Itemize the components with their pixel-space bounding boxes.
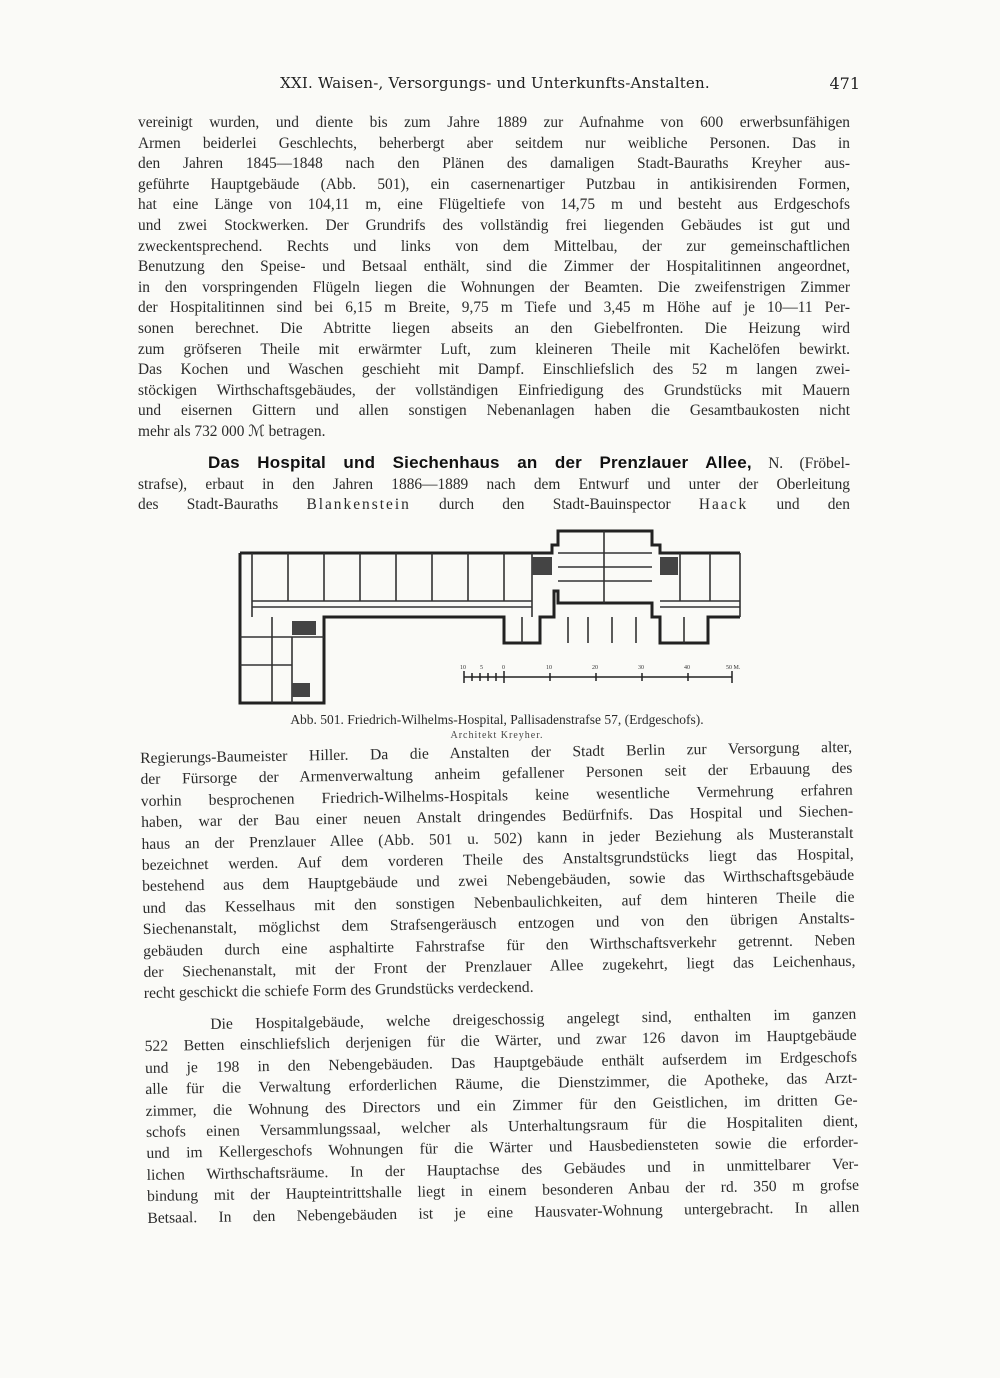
text-line: stöckigen Wirthschaftsgebäudes, der vollständigen Einfriedigung des Grundstücks mit Mauern: [138, 381, 850, 399]
scale-label: 20: [592, 665, 598, 671]
text-fragment: durch den Stadt-Bauinspector: [439, 496, 671, 514]
lower-text-area: [140, 737, 868, 1248]
plan-outer-wall: [240, 531, 740, 553]
text-line: der Hospitalitinnen sind bei 6,15 m Breite, 9,75 m Tiefe und 3,45 m Höhe auf je 10—11 Per-: [138, 299, 850, 317]
text-line: zum gröfseren Theile mit erwärmter Luft, zum kleineren Theile mit Kachelöfen bewirkt.: [138, 340, 850, 358]
page-number: 471: [829, 74, 860, 93]
text-line: Siechenanstalt, möglichst dem Strafsengeräusch entzogen und von den übrigen Anstalts-: [142, 910, 855, 939]
scale-label: 10: [460, 665, 466, 671]
text-line: den Jahren 1845—1848 nach den Plänen des damaligen Stadt-Bauraths Kreyher aus-: [138, 155, 850, 173]
text-line: sonen berechnet. Die Abtritte liegen abseits an den Giebelfronten. Die Heizung wird: [138, 319, 850, 337]
text-line: und eisernen Gittern und allen sonstigen Nebenanlagen haben die Gesamtbaukosten nicht: [138, 402, 850, 420]
section-heading: Das Hospital und Siechenhaus an der Prenzlauer Allee,: [208, 453, 752, 472]
text-fragment: Die Hospitalgebäude, welche dreigeschossig angelegt sind, enthalten im ganzen: [210, 1005, 857, 1033]
figure-architect: Architekt Kreyher.: [450, 730, 544, 741]
text-line: 522 Betten einschliefslich derjenigen für die Wärter, und zwar 126 davon im Hauptgebäude: [144, 1027, 857, 1056]
text-line: lichen Wirthschaftsräume. In der Hauptachse des Gebäudes und in unmittelbarer Ver-: [146, 1155, 859, 1184]
text-line: bindung mit der Haupteintrittshalle liegt in einem besonderen Anbau der rd. 350 m grofse: [146, 1176, 860, 1206]
chapter-title: XXI. Waisen-, Versorgungs- und Unterkunfts-Anstalten.: [280, 74, 710, 92]
scale-label: 30: [638, 665, 644, 671]
text-line: zimmer, die Wohnung des Directors und ein Zimmer für den Geistlichen, im dritten Ge-: [145, 1091, 858, 1120]
text-line: der Fürsorge der Armenverwaltung anheim gefallener Personen seit der Erbauung des: [140, 760, 853, 789]
text-line: vereinigt wurden, und diente bis zum Jahre 1889 zur Aufnahme von 600 erwerbsunfähigen: [138, 114, 850, 131]
text-line: zweckentsprechend. Rechts und links von dem Mittelbau, der zur gemeinschaftlichen: [138, 237, 850, 255]
name-haack: Haack: [698, 496, 749, 514]
scale-label: 5: [480, 665, 483, 671]
text-line: haben, war der Bau einer neuen Anstalt dringendes Bedürfnifs. Das Hospital und Siechen-: [141, 803, 854, 832]
text-line: [138, 495, 850, 516]
text-line: Das Kochen und Waschen geschieht mit Dampf. Einschliefslich des 52 m langen zwei-: [138, 361, 850, 379]
text-line: geführte Hauptgebäude (Abb. 501), ein casernenartiger Putzbau in antikisirenden Formen,: [138, 175, 850, 193]
paragraph-kreyher-hospital: [138, 113, 850, 443]
scale-label: 0: [502, 665, 505, 671]
text-line: alle für die Verwaltung erforderlichen Räume, die Dienstzimmer, die Apotheke, das Arzt-: [145, 1069, 858, 1099]
text-fragment: und den: [776, 496, 850, 514]
text-line: Regierungs-Baumeister Hiller. Da die Anstalten der Stadt Berlin zur Versorgung alter,: [140, 738, 853, 767]
text-line: in den vorspringenden Flügeln liegen die Wohnungen der Beamten. Die zweifenstrigen Zimmer: [138, 278, 850, 296]
heading-tail: N. (Fröbel-: [768, 455, 850, 472]
text-line: gebäuden durch eine asphaltirte Fahrstrafse für den Wirthschaftsverkehr getrennt. Neben: [143, 931, 856, 960]
plan-stair: [660, 557, 678, 575]
text-line: und je 198 in den Nebengebäuden. Das Hauptgebäude enthält aufserdem im Erdgeschofs: [144, 1048, 858, 1077]
scale-label: 10: [546, 665, 552, 671]
running-header: [130, 74, 860, 98]
text-line: und zwei Stockwerken. Der Grundrifs des vollständig frei liegenden Gebäudes ist gut und: [138, 216, 850, 234]
text-line: Betsaal. In den Nebengebäuden ist je eine Hausvater-Wohnung untergebracht. In allen: [147, 1198, 860, 1227]
paragraph-hospital-siechenhaus: [140, 737, 859, 1229]
text-line: Benutzung den Speise- und Betsaal enthält, sind die Zimmer der Hospitalitinnen angeordnet,: [138, 258, 850, 276]
plan-stair: [292, 683, 310, 697]
text-fragment: des Stadt-Bauraths: [138, 496, 279, 514]
text-line: strafse), erbaut in den Jahren 1886—1889 nach dem Entwurf und unter der Oberleitung: [138, 475, 850, 493]
text-line: und im Kellergeschofs Wohnungen für die Wärter und Hausbediensteten sowie die erforder-: [146, 1134, 859, 1163]
text-line: schofs einen Versammlungssaal, welcher als Unterhaltungsraum für die Hospitaliten dient,: [145, 1112, 859, 1141]
text-line: und das Kesselhaus mit den sonstigen Nebenbaulichkeiten, auf dem hinteren Theile die: [142, 888, 855, 917]
plan-stair: [292, 621, 316, 635]
scale-label: 50 M.: [726, 665, 741, 671]
text-line: hat eine Länge von 104,11 m, eine Flügeltiefe von 14,75 m und besteht aus Erdgeschofs: [138, 196, 850, 214]
text-line: recht geschickt die schiefe Form des Grundstücks verdeckend.: [143, 979, 534, 1003]
text-line: Armen beiderlei Geschlechts, beherbergt aber seitdem nur weibliche Personen. Das in: [138, 134, 850, 152]
text-line: haus an der Prenzlauer Allee (Abb. 501 u. 502) kann in jeder Beziehung als Musteranstalt: [141, 824, 854, 853]
figure-caption: Abb. 501. Friedrich-Wilhelms-Hospital, Pallisadenstrafse 57, (Erdgeschofs).: [290, 712, 704, 727]
text-line: mehr als 732 000 ℳ betragen.: [138, 422, 326, 440]
text-line: bezeichnet werden. Auf dem vorderen Theile des Anstaltsgrundstücks liegt das Hospital,: [141, 845, 854, 875]
section-prenzlauer-allee: [138, 453, 850, 516]
plan-stair: [532, 557, 552, 575]
section-heading-line: [138, 453, 850, 475]
scale-label: 40: [684, 665, 690, 671]
text-line: vorhin besprochenen Friedrich-Wilhelms-Hospitals keine wesentliche Vermehrung erfahren: [140, 781, 853, 810]
text-line: der Siechenanstalt, mit der Front der Prenzlauer Allee zugekehrt, liegt das Leichenhaus,: [143, 952, 856, 982]
floor-plan-figure: [232, 525, 764, 707]
name-blankenstein: Blankenstein: [306, 496, 411, 514]
text-line: bestehend aus dem Hauptgebäude und zwei Nebengebäuden, sowie das Wirthschaftsgebäude: [142, 867, 855, 896]
